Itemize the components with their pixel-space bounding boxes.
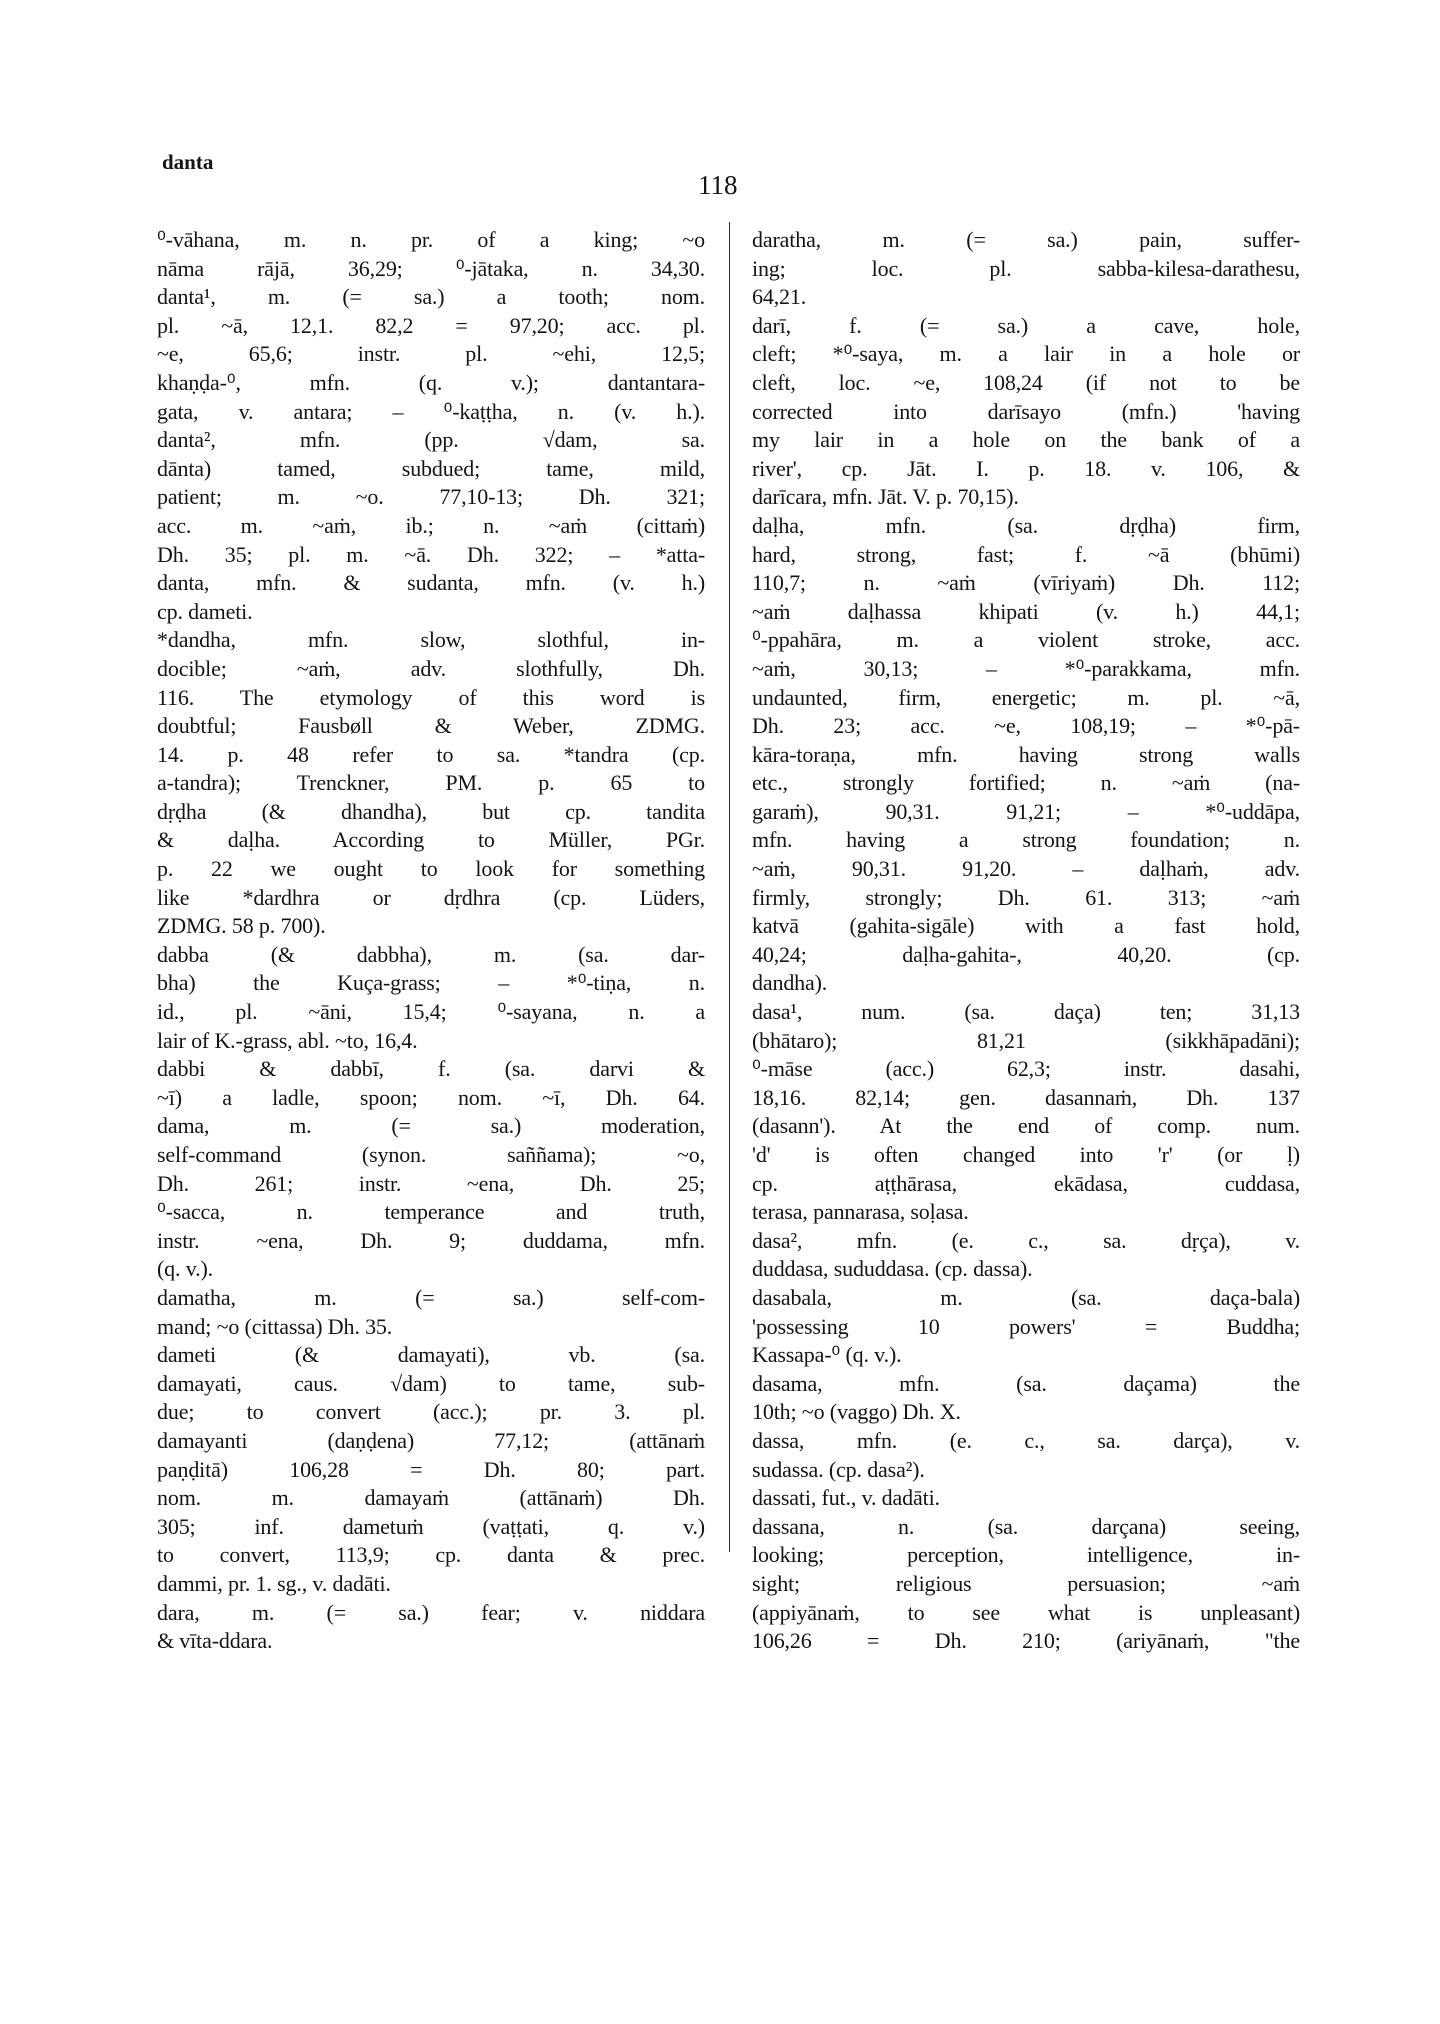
text-line: katvā (gahita-sigāle) with a fast hold, — [752, 913, 1300, 939]
text-line: instr. ~ena, Dh. 9; duddama, mfn. — [157, 1227, 705, 1253]
text-line: dassa, mfn. (e. c., sa. darça), v. — [752, 1427, 1300, 1453]
text-line: nāma rājā, 36,29; ⁰-jātaka, n. 34,30. — [157, 255, 705, 281]
text-line: Dh. 23; acc. ~e, 108,19; – *⁰-pā- — [752, 713, 1300, 739]
text-line: dandha). — [752, 970, 828, 996]
text-line: danta, mfn. & sudanta, mfn. (v. h.) — [157, 570, 705, 596]
text-line: ZDMG. 58 p. 700). — [157, 913, 326, 939]
text-line: bha) the Kuça-grass; – *⁰-tiṇa, n. — [157, 970, 705, 996]
text-line: Dh. 261; instr. ~ena, Dh. 25; — [157, 1170, 705, 1196]
text-line: undaunted, firm, energetic; m. pl. ~ā, — [752, 684, 1300, 710]
text-line: ~aṁ daḷhassa khipati (v. h.) 44,1; — [752, 598, 1300, 624]
text-line: & vīta-ddara. — [157, 1628, 273, 1654]
text-line: paṇḍitā) 106,28 = Dh. 80; part. — [157, 1456, 705, 1482]
text-line: duddasa, sududdasa. (cp. dassa). — [752, 1256, 1033, 1282]
text-line: (bhātaro); 81,21 (sikkhāpadāni); — [752, 1027, 1300, 1053]
text-line: to convert, 113,9; cp. danta & prec. — [157, 1542, 705, 1568]
text-line: ⁰-vāhana, m. n. pr. of a king; ~o — [157, 227, 705, 252]
text-line: dama, m. (= sa.) moderation, — [157, 1113, 705, 1139]
text-line: ⁰-sacca, n. temperance and truth, — [157, 1199, 705, 1225]
text-line: ~e, 65,6; instr. pl. ~ehi, 12,5; — [157, 341, 705, 367]
text-line: p. 22 we ought to look for something — [157, 856, 705, 882]
text-line: daratha, m. (= sa.) pain, suffer- — [752, 227, 1300, 252]
text-line: khaṇḍa-⁰, mfn. (q. v.); dantantara- — [157, 369, 705, 395]
text-line: danta¹, m. (= sa.) a tooth; nom. — [157, 284, 705, 310]
text-line: corrected into darīsayo (mfn.) 'having — [752, 398, 1300, 424]
text-line: id., pl. ~āni, 15,4; ⁰-sayana, n. a — [157, 999, 705, 1025]
text-line: dara, m. (= sa.) fear; v. niddara — [157, 1599, 705, 1625]
text-line: 14. p. 48 refer to sa. *tandra (cp. — [157, 741, 705, 767]
page-number: 118 — [698, 170, 738, 200]
text-line: doubtful; Fausbøll & Weber, ZDMG. — [157, 713, 705, 739]
text-line: ing; loc. pl. sabba-kilesa-darathesu, — [752, 255, 1300, 281]
text-line: terasa, pannarasa, soḷasa. — [752, 1199, 969, 1225]
text-line: self-command (synon. saññama); ~o, — [157, 1142, 705, 1167]
text-line: dameti (& damayati), vb. (sa. — [157, 1342, 705, 1368]
text-line: 116. The etymology of this word is — [157, 684, 705, 710]
text-line: darīcara, mfn. Jāt. V. p. 70,15). — [752, 484, 1019, 510]
text-line: 'possessing 10 powers' = Buddha; — [752, 1313, 1300, 1339]
text-line: a-tandra); Trenckner, PM. p. 65 to — [157, 770, 705, 796]
text-line: *dandha, mfn. slow, slothful, in- — [157, 627, 705, 653]
text-line: cleft, loc. ~e, 108,24 (if not to be — [752, 369, 1300, 395]
text-line: & daḷha. According to Müller, PGr. — [157, 827, 705, 853]
text-line: garaṁ), 90,31. 91,21; – *⁰-uddāpa, — [752, 798, 1300, 824]
text-line: dassati, fut., v. dadāti. — [752, 1485, 940, 1511]
text-line: damayati, caus. √dam) to tame, sub- — [157, 1370, 705, 1396]
text-line: pl. ~ā, 12,1. 82,2 = 97,20; acc. pl. — [157, 312, 705, 338]
text-line: ~ī) a ladle, spoon; nom. ~ī, Dh. 64. — [157, 1084, 705, 1110]
text-line: 110,7; n. ~aṁ (vīriyaṁ) Dh. 112; — [752, 570, 1300, 596]
text-line: cleft; *⁰-saya, m. a lair in a hole or — [752, 341, 1300, 367]
text-line: dasa¹, num. (sa. daça) ten; 31,13 — [752, 999, 1300, 1025]
text-line: hard, strong, fast; f. ~ā (bhūmi) — [752, 541, 1300, 567]
text-line: cp. dameti. — [157, 598, 253, 624]
text-line: Dh. 35; pl. m. ~ā. Dh. 322; – *atta- — [157, 541, 705, 567]
left-column — [157, 226, 705, 1656]
text-line: dassana, n. (sa. darçana) seeing, — [752, 1513, 1300, 1539]
text-line: ⁰-māse (acc.) 62,3; instr. dasahi, — [752, 1056, 1300, 1082]
text-line: docible; ~aṁ, adv. slothfully, Dh. — [157, 655, 705, 681]
text-line: etc., strongly fortified; n. ~aṁ (na- — [752, 770, 1300, 796]
text-line: dasa², mfn. (e. c., sa. dṛça), v. — [752, 1227, 1300, 1253]
text-line: 305; inf. dametuṁ (vaṭṭati, q. v.) — [157, 1513, 705, 1539]
text-line: Kassapa-⁰ (q. v.). — [752, 1342, 902, 1368]
text-line: lair of K.-grass, abl. ~to, 16,4. — [157, 1027, 418, 1053]
text-line: gata, v. antara; – ⁰-kaṭṭha, n. (v. h.). — [157, 398, 705, 424]
text-line: due; to convert (acc.); pr. 3. pl. — [157, 1399, 705, 1425]
right-column — [752, 226, 1300, 1656]
column-divider — [729, 222, 730, 1552]
text-line: my lair in a hole on the bank of a — [752, 427, 1300, 453]
text-line: ~aṁ, 90,31. 91,20. – daḷhaṁ, adv. — [752, 856, 1300, 882]
text-line: kāra-toraṇa, mfn. having strong walls — [752, 741, 1300, 767]
text-line: firmly, strongly; Dh. 61. 313; ~aṁ — [752, 884, 1300, 910]
text-line: (appiyānaṁ, to see what is unpleasant) — [752, 1599, 1300, 1625]
text-line: mand; ~o (cittassa) Dh. 35. — [157, 1313, 393, 1339]
text-line: daḷha, mfn. (sa. dṛḍha) firm, — [752, 512, 1300, 538]
text-line: 106,26 = Dh. 210; (ariyānaṁ, "the — [752, 1628, 1300, 1654]
text-line: darī, f. (= sa.) a cave, hole, — [752, 312, 1300, 338]
text-line: (dasann'). At the end of comp. num. — [752, 1113, 1300, 1139]
text-line: 64,21. — [752, 284, 807, 310]
text-line: nom. m. damayaṁ (attānaṁ) Dh. — [157, 1485, 705, 1511]
text-line: ~aṁ, 30,13; – *⁰-parakkama, mfn. — [752, 655, 1300, 681]
text-line: (q. v.). — [157, 1256, 214, 1282]
text-line: river', cp. Jāt. I. p. 18. v. 106, & — [752, 455, 1300, 481]
text-line: sight; religious persuasion; ~aṁ — [752, 1570, 1300, 1596]
text-line: dabba (& dabbha), m. (sa. dar- — [157, 941, 705, 967]
text-line: mfn. having a strong foundation; n. — [752, 827, 1300, 853]
text-line: patient; m. ~o. 77,10-13; Dh. 321; — [157, 484, 705, 510]
text-line: 18,16. 82,14; gen. dasannaṁ, Dh. 137 — [752, 1084, 1300, 1110]
text-line: 'd' is often changed into 'r' (or ḷ) — [752, 1142, 1300, 1167]
text-line: dasama, mfn. (sa. daçama) the — [752, 1370, 1300, 1396]
text-line: dabbi & dabbī, f. (sa. darvi & — [157, 1056, 705, 1082]
text-line: dānta) tamed, subdued; tame, mild, — [157, 455, 705, 481]
text-line: 40,24; daḷha-gahita-, 40,20. (cp. — [752, 941, 1300, 967]
text-line: dṛḍha (& dhandha), but cp. tandita — [157, 798, 705, 824]
running-head: danta — [162, 150, 214, 174]
text-line: sudassa. (cp. dasa²). — [752, 1456, 925, 1482]
text-line: ⁰-ppahāra, m. a violent stroke, acc. — [752, 627, 1300, 653]
text-line: dammi, pr. 1. sg., v. dadāti. — [157, 1570, 391, 1596]
text-line: damatha, m. (= sa.) self-com- — [157, 1284, 705, 1310]
text-line: acc. m. ~aṁ, ib.; n. ~aṁ (cittaṁ) — [157, 512, 705, 538]
text-line: like *dardhra or dṛdhra (cp. Lüders, — [157, 884, 705, 910]
text-line: danta², mfn. (pp. √dam, sa. — [157, 427, 705, 453]
text-line: looking; perception, intelligence, in- — [752, 1542, 1300, 1568]
text-line: 10th; ~o (vaggo) Dh. X. — [752, 1399, 961, 1425]
text-line: dasabala, m. (sa. daça-bala) — [752, 1284, 1300, 1310]
text-line: damayanti (daṇḍena) 77,12; (attānaṁ — [157, 1427, 705, 1453]
text-line: cp. aṭṭhārasa, ekādasa, cuddasa, — [752, 1170, 1300, 1196]
